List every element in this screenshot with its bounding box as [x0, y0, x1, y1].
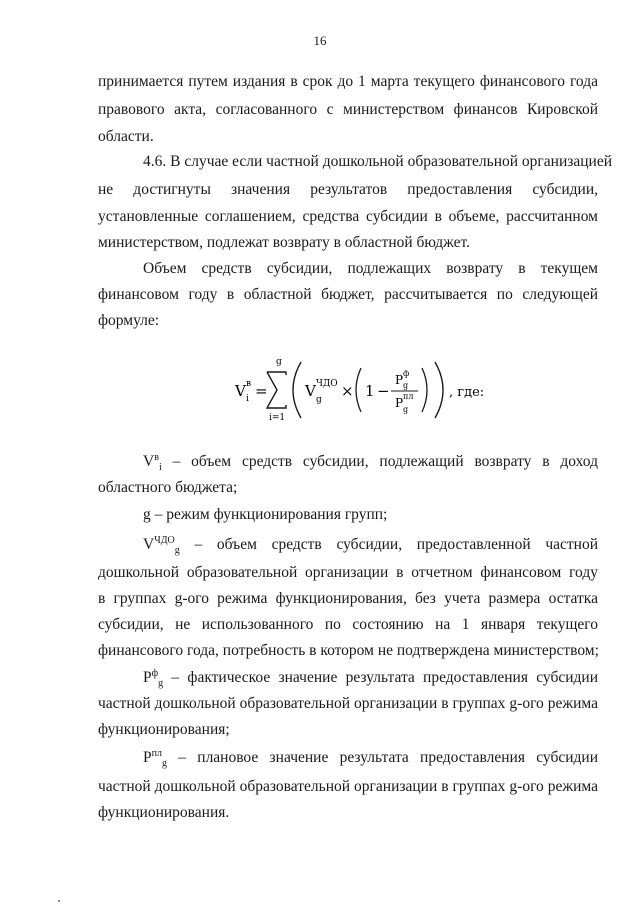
- formula-minus: −: [377, 382, 390, 400]
- left-paren-icon: [293, 362, 301, 418]
- definition-line: [143, 452, 598, 472]
- definition-text: – объем средств субсидии, подлежащий возврату в доход: [172, 453, 598, 470]
- text-line: дошкольной образовательной организации в отчетном финансовом году: [98, 564, 598, 581]
- formula-sup-f: ф: [403, 369, 410, 378]
- formula-times: ×: [341, 382, 354, 400]
- formula-sub-g: g: [316, 395, 322, 405]
- scan-speck: [58, 900, 60, 902]
- formula-sum-top: g: [276, 357, 282, 367]
- definition-text: – плановое значение результата предоставления субсидии: [178, 749, 599, 766]
- definition-line: [143, 535, 598, 555]
- text-line: области.: [98, 128, 154, 145]
- formula-suffix: , где:: [449, 385, 485, 400]
- inner-right-paren-icon: [422, 368, 427, 412]
- formula-sum-bottom: i=1: [269, 413, 286, 423]
- symbol-p-g-f: $P^ф_g$: [143, 667, 164, 690]
- formula-p-f: P: [395, 373, 404, 387]
- text-line: министерством, подлежат возврату в областной бюджет.: [98, 234, 470, 251]
- right-paren-icon: [435, 362, 443, 418]
- text-line: принимается путем издания в срок до 1 марта текущего финансового года: [98, 73, 598, 90]
- formula-sub-g-num: g: [403, 381, 409, 390]
- text-line: 4.6. В случае если частной дошкольной образовательной организацией: [143, 153, 613, 170]
- definition-line: [143, 748, 598, 768]
- text-line: финансового года, потребность в котором не подтверждена министерством;: [98, 642, 599, 659]
- formula-sub-g-den: g: [403, 405, 409, 414]
- symbol-p-g-pl: $P^{пл}_g$: [143, 747, 167, 770]
- text-line: функционирования;: [98, 721, 230, 738]
- text-line: функционирования.: [98, 804, 230, 821]
- refund-formula: [225, 352, 485, 432]
- sum-icon: [267, 372, 286, 408]
- text-line: финансовом году в областной бюджет, рассчитывается по следующей: [98, 286, 598, 303]
- formula-sub-i: i: [246, 394, 249, 404]
- text-line: установленные соглашением, средства субсидии в объеме, рассчитанном: [98, 208, 598, 225]
- definition-text: – объем средств субсидии, предоставленной частной: [194, 536, 599, 553]
- page-number: 16: [313, 33, 327, 48]
- inner-left-paren-icon: [356, 368, 361, 412]
- definition-line: g – режим функционирования групп;: [143, 506, 388, 523]
- symbol-v-g-chdo: $V^{ЧДО}_g$: [143, 534, 180, 557]
- formula-v: V: [235, 382, 246, 400]
- formula-v-chdo: V: [305, 382, 316, 400]
- text-line: в группах g-ого режима функционирования, без учета размера остатка: [98, 590, 598, 607]
- symbol-v-i-v: $V^в_i$: [143, 451, 162, 474]
- text-line: областного бюджета;: [98, 479, 238, 496]
- formula-sup-pl: пл: [403, 392, 414, 401]
- formula-equals: =: [255, 382, 268, 400]
- text-line: частной дошкольной образовательной организации в группах g-ого режима: [98, 695, 598, 712]
- definition-line: [143, 668, 598, 688]
- formula-sup-chdo: ЧДО: [316, 379, 338, 389]
- text-line: субсидии, не использованного по состоянию на 1 января текущего: [98, 616, 598, 633]
- text-line: правового акта, согласованного с министерством финансов Кировской: [98, 101, 598, 118]
- text-line: частной дошкольной образовательной организации в группах g-ого режима: [98, 778, 598, 795]
- formula-p-pl: P: [395, 396, 404, 410]
- definition-text: – фактическое значение результата предоставления субсидии: [171, 669, 599, 686]
- text-line: Объем средств субсидии, подлежащих возврату в текущем: [143, 260, 598, 277]
- text-line: формуле:: [98, 312, 160, 329]
- formula-one: 1: [365, 382, 375, 400]
- formula-sup-v: в: [246, 379, 252, 389]
- text-line: не достигнуты значения результатов предоставления субсидии,: [98, 181, 598, 198]
